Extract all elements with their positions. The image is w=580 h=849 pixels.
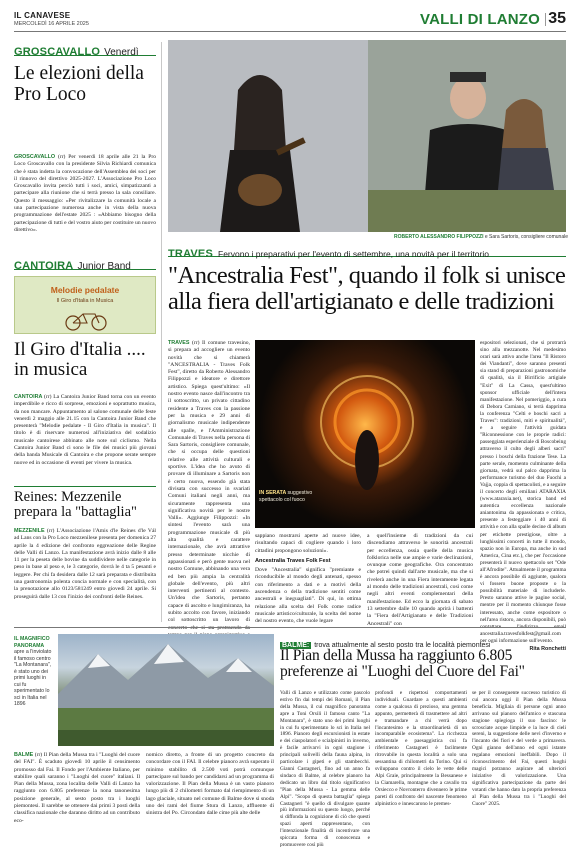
- section-sub: Venerdì: [104, 47, 139, 58]
- body: Il Pian della Mussa tra i "Luoghi del cuore del FAI". È scaduto giovedì 10 aprile il censimento promosso dal Fai. Il Fondo per l'Ambiente Italiano, per stabilire quali saranno i "Luoghi del cuore" italiani. Il Pian della Mussa, zona localita delle Valli di Lanzo ha raggiunto con 6.805 preferenze la nona tanonesima posizione generale, al sesto posto tra i luoghi piemontesi. Il sarebbe se ottenere dai primi 3 posti della classifica nazionale che daranno diritto ad un contributo eco-: [14, 752, 140, 824]
- body: espositori selezionati, che si protrarrà sino alla mezzanotte. Nel medesimo orari sarà attivo anche l'area "Il Ristoro dei Viandanti", dove saranno presenti sia stand di preparazioni gastronomiche di qualità, sia il Birrificio artigiale "Exit" di La Cassa, quest'ultimo sponsor ufficiale dell'intera manifestazione. Nel pomeriggio, a cura di Debora Carniano, si terrà dapprima la conferenza "Celti e boschi sacri a Traves": tradizioni, miti e spiritualità", e a seguire l'attività guidata "Riconnessione con le proprie radici: passeggiata esperienziale di Boscobeing attraverso il culto degli alberi sacri" presso i boschi della frazione Tese. La parte serale, momento culminante della giornata, vedrà sul palco dapprima la performance turismo del duo Fuochi a Vajja, coppia di spettacolisti, e a seguire il concerto degli emiliani ATARAXIA (www.ataraxia.net), storica band ed autentica eccellenza nazionale aniantonima da appassionata e critica, presente a festeggiare i 40 anni di attività e con alla spalle decine di album per etichette prestigiose, oltre a lunghissimi concerti in tutte il mondo, spazio non in Europa, ma anche in sud America, Cina etc.), che per l'occasione presenterà il nuovo spettacolo set "Ode all'Afrodite". Attualmente il programma è ancora possibile di aggiunte, qualora vi fossero buone proposte o la possibilità materiale di includerle. Presto saranno attive le pagine social, mentre per il momento chiunque fosse interessato, anche come espositore o nell'area ristoro, ancora disponibili, può ancestralia.travesfolkfest@gmail.com per ogni informazione sull'evento.: [480, 340, 566, 644]
- author: (rr): [46, 528, 55, 534]
- subhead-ancestralia: Ancestralia Traves Folk Fest: [255, 557, 331, 564]
- caption-title: IL MAGNIFICO PANORAMA: [14, 636, 50, 649]
- section-title: VALLI DI LANZO: [419, 11, 540, 28]
- page-separator: [545, 13, 546, 26]
- body: Dove "Ancestralia" significa "premiante e riconducibile al mondo degli antenati, spesso con riferimento a dati e a motivi della ascendenza o della tradizione sentiti come ancestrali e ineguagliati". Di qui, in ottima relazione alla scelta del Folk come radice musicale artistico/culturale, la scelta del nome del nostro evento, che vuole legare: [255, 567, 361, 625]
- section-town: GROSCAVALLO: [14, 46, 101, 58]
- article-traves-col3: [367, 533, 473, 628]
- article-balme-col5: [472, 690, 566, 807]
- column-divider: [161, 42, 162, 622]
- caption-rest: apre a l'inviolato il famoso centro "La Montanara", è stato uno dei primi luoghi in cui fu sperimentato lo sci in Italia nel 1896: [14, 649, 52, 707]
- article-reines: [14, 528, 156, 601]
- section-town: BALME:: [282, 642, 310, 649]
- section-bar-traves: [168, 244, 566, 260]
- section-town: CANTOIRA: [14, 260, 74, 272]
- headline-cantoira: Il Giro d'Italia .... in musica: [14, 339, 146, 381]
- section-rule: [14, 627, 566, 628]
- signature: Rita Ronchetti: [529, 646, 566, 653]
- kicker: CANTOIRA: [14, 394, 43, 400]
- body: se per il conseguente successo turistico di cui ancora oggi il Pian della Mussa beneficia. Migliaia di persone ogni anno arrivano sul pianoro dell'amico e stascuna stagione spiegioga il suo fascino: le scrosciate acque limpide e la luce di cieli sereni, la suggestione delle nevi d'inverno e l'incanto dei fiori e del verde a primavera. Ogni gianno dell'anno ed ogni istante regalano emozioni ineffabili. Dopo il riconoscimento del Fai, questi luoghi magici potranno aspirare ad ulteriori iniziative di valorizzazione. Una significativa partecipazione da parte dei votanti che hanno dato la propria preferenza al Pian della Mussa tra i "Luoghi del Cuore" 2025.: [472, 690, 566, 807]
- article-traves-col2: [255, 533, 361, 626]
- photo-pian-della-mussa: [58, 634, 274, 746]
- bicycle-icon: [15, 307, 157, 333]
- article-balme-col2: [146, 752, 274, 818]
- publication-date: MERCOLEDÌ 16 APRILE 2025: [14, 21, 89, 27]
- body: sappiano mostrarsi aperte ad nuove idee, risultando capaci di cogliere quando i loro cittadini propongono soluzioni».: [255, 533, 361, 554]
- author: (rr): [57, 154, 66, 160]
- photo-caption-traves: [378, 234, 568, 241]
- body: La Cantoira Junior Band torna con un evento imperdibile e ricco di sorprese, emozioni e soprattutto musica, da non mancare. Appuntamento al salone comunale delle feste venerdì 2 maggio alle 21.15 con la Cantoira Junior Band che presenterà "Melodie pedalate - Il Giro d'Italia in musica". Il titolo è di riservare numerosi all'iniziativa del sodalizio musicale cantoirese abbinato alle note sul ciclismo. Nella Cantoira Junior Band ci sono le file dei musici più giovani della banda Musicale di Cantoira e che propone serate sempre nuove ed in occasione di eventi per vivere la musica.: [14, 394, 156, 466]
- publication-name: IL CANAVESE: [14, 11, 71, 20]
- kicker: BALME: [14, 752, 34, 758]
- headline-balme: Il Pian della Mussa ha raggiunto 6.805 preferenze ai "Luoghi del Cuore del Fai": [280, 647, 525, 681]
- section-strap: Fervono i preparativi per l'evento di settembre, una novità per il territorio: [218, 249, 489, 259]
- author: (rr): [191, 340, 200, 346]
- article-balme-col3: [280, 690, 370, 849]
- body: Per venerdì 18 aprile alle 21 la Pro Loco Groscavallo con la presidente Silvia Richiardi comunica che è stata indetta la convocazione dell'Assemblea dei soci per il rinnovo del direttivo 2025-2027. L'Associazione Pro Loco Groscavallo invita perciò tutti i soci, amici, simpatizzanti a partecipare alla riunione che si terrà presso la sala consiliare. Questo il messaggio: «Per rivitalizzare la comunità locale a una partecipazione numerosa anche in vista della nuova programmazione dell'estate 2025 : «Abbiamo bisogno della partecipazione di tutti e del vostro aiuto per costituire un nuovo direttivo».: [14, 154, 156, 233]
- caption-name: ROBERTO ALESSANDRO FILIPPOZZI: [394, 234, 484, 240]
- fire-caption-rest: suggestivo spettacolo col fuoco: [259, 490, 313, 503]
- caption-rest: e Sara Sartoris, consigliere comunale: [484, 234, 568, 240]
- page-number: 35: [548, 10, 566, 27]
- article-balme-col4: [375, 690, 467, 807]
- headline-groscavallo: Le elezioni della Pro Loco: [14, 63, 144, 105]
- body: Valli di Lanzo e utilizzato come pascolo estivo fin dai tempi dei Romani, il Pian della Mussa, il cui magnifico panorama apre a Toni Orsili il famoso canto "La Montanara", è stato uno dei primi luoghi in cui fu sperimentato lo sci in Italia nel 1896. Pianoro degli escursionisti in estate e dei ciaspolatori e scialpinisti in inverno, è facile arrivarvi in ogni stagione i principali solivelli della fauna alpina, in particolare i gipeti e gli stambecchi.: [280, 690, 370, 766]
- mountain-photo-drawing: [58, 634, 274, 746]
- section-bar-balme: [280, 634, 566, 649]
- kicker: GROSCAVALLO: [14, 154, 56, 160]
- photo-caption-balme: [14, 636, 54, 708]
- body: Il comune travesino, si prepara ad accogliere un evento novità che si chiamerà "ANCESTRALIA - Traves Folk Fest", diretto da Roberto Alessandro Filippozzi e ideatore e direttore artistico. Spiega quest'ultimo: «Il nostro evento nasce dall'incontro tra il sottoscritto, un privato cittadino residente a Traves con la passione per la musica e 29 anni di giornalismo musicale indipendente alle spalle, e l'Amministrazione Comunale di Traves nella persona di Sara Sartoris, consigliere comunale, che si occupa delle questioni relative alle attività culturali e sportive. L'idea che ho avuto di provare di illuminare a Sartoris non è certo nuova, essendo già stata divisata con successo in svariati Comuni italiani negli anni, ma sicuramente rappresenta una significativa novità per le nostre Valli». Aggiunge Filippozzi: «In sintesi l'evento sarà una programmazione musicale di più alta qualità e carattere internazionale, che avrà attrattive presso determinate nicchie di appassionati e però gente nuova nel nostro Comune, abbinando una vera ed ben più ampia la centralità globale dell'evento, più altri interventi pertinenti al contesto. Un'idea che Sartoris, pertanto capace di ascolto e lungimiranza, ha subito accolto con favore, iniziando col sottoscritto un lavoro di: [168, 340, 250, 624]
- body: L'Associazione l'Amis d'le Reines d'le Vál ad Lans con la Pro Loco mezzenilese presenta per domenica 27 aprile la 4 edizione del confronto eggreazione delle Regine delle Valli di Lanzo. La manifestazione avrà inizio dalle 8 alle 11 per la peseta delle bovine da suddividere nelle categorie in peso in base al peso e, le 3 categorie, dovrà le 4 ta 5 pesanti e leggere. Per chi fa desidera dalle 12 sarà preparata e distribuita una gastronomia polenta concia normale e con specialità, con la prenotazione allo 0123/581249 entro giovedì 24 aprile. Si proseguirà dalle 13 con l'inizio dei confronti delle Reines.: [14, 528, 156, 600]
- kicker: MEZZENILE: [14, 528, 45, 534]
- poster-title: Melodie pedalate: [50, 285, 120, 295]
- photo-traves-people: [168, 40, 566, 232]
- body: Gianni Castagneri, fino ad un anno fa sindaco di Balme, al celebre pianoro ha dedicato un libro dal titolo significativo "Pian della Mussa - La gemma delle Alpi". "Scopo di questa battaglia" spiega Castagneri "è quello di divulgare quante più informazioni su questo luogo, perché si diffonda la cognizione di ciò che questi spazi aperti rappresentano, con l'intenzionale finalità di incentivare una spiccata forma di conoscenza e promuovere così più: [280, 765, 370, 848]
- headline-traves: "Ancestralia Fest", quando il folk si unisce alla fiera dell'artigianato e delle tradizioni: [168, 262, 566, 315]
- people-photo-drawing: [168, 40, 566, 232]
- section-sub: Junior Band: [77, 261, 131, 272]
- poster-image: [14, 276, 156, 334]
- fire-caption-title: IN SERATA: [259, 490, 286, 496]
- article-balme-col1: [14, 752, 140, 825]
- photo-fire-show: [255, 340, 475, 528]
- masthead-rule: [14, 31, 566, 32]
- headline-reines: Reines: Mezzenile prepara la "battaglia": [14, 486, 156, 521]
- article-cantoira: [14, 394, 156, 467]
- kicker: TRAVES: [168, 340, 190, 346]
- section-strap: trova attualmente al sesto posto tra le località piemontesi: [314, 642, 491, 649]
- body: profondi e rispettosi comportamenti individuali. Guardare a questi ambienti come a qualcosa di prezioso, una gemma appunto, permetterà di trasmettere ad altri e tramandare a chi verrà dopo l'incantesimo e la straordinarietà di un incomparabile ecosistema". La ricchezza ambientale e paesaggistica cui fa riferimento Castagneri è facilmente ritrovabile in questa località a solo una sessantina di chilometri da Torino. Qui si sviluppano contro il cielo le vette delle Alpi Graie, principalmente la Bessanese e la Ciamarella, montagne che a cavallo tra Orsiecco e Novronterro divennero le prime pareti di confronto del nascente fenomeno alpinistico e innescarono le premes-: [375, 690, 467, 807]
- article-groscavallo: [14, 154, 156, 234]
- fire-caption: [259, 490, 323, 503]
- section-bar-cantoira: [14, 256, 156, 270]
- body: a quell'insieme di tradizioni da cui discendiamo attraverso le sonorità ancestrali per eccellenza, ossia quelle della musica folklorica nelle sue ampie e varie declinazioni, ovunque come geografiche. Ora concentrato che potrei quindi dall'arte musicale, ma che si rivelerà anche in una Fiera interamente legata al mondo delle tradizioni ancestrali, così come negli altri eventi complementari della manifestazione. Ed ecco la giornata di sabato 13 settembre dalle 10 quando aprirà i battenti la "Fiera dell'Artigianato e delle Tradizioni Ancestrali" con: [367, 533, 473, 627]
- author: (rr): [34, 752, 43, 758]
- poster-subtitle: Il Giro d'Italia in Musica: [56, 298, 114, 304]
- author: (rr): [44, 394, 52, 400]
- section-town: TRAVES: [168, 248, 214, 260]
- body: nomico diretto, a fronte di un progetto concreto da concordare con il FAI. Il celebre pianoro avrà superato il minimo stabilito di 2.500 voti potrà comunque partecipare sul bando per candidarsi ad un programma di valorizzazione. Il Pian della Mussa è un vasto pianoro lungo più di 2 chilometri formato dal riempimento di un lago glaciale, situato nel comune di Balme dove si snoda uno dei rami del fiume Stura di Lanzo, affluente di sinistra del Po. Circondato dalle cime più alte delle: [146, 752, 274, 817]
- article-traves-col4: [480, 340, 566, 653]
- section-bar-groscavallo: [14, 42, 156, 56]
